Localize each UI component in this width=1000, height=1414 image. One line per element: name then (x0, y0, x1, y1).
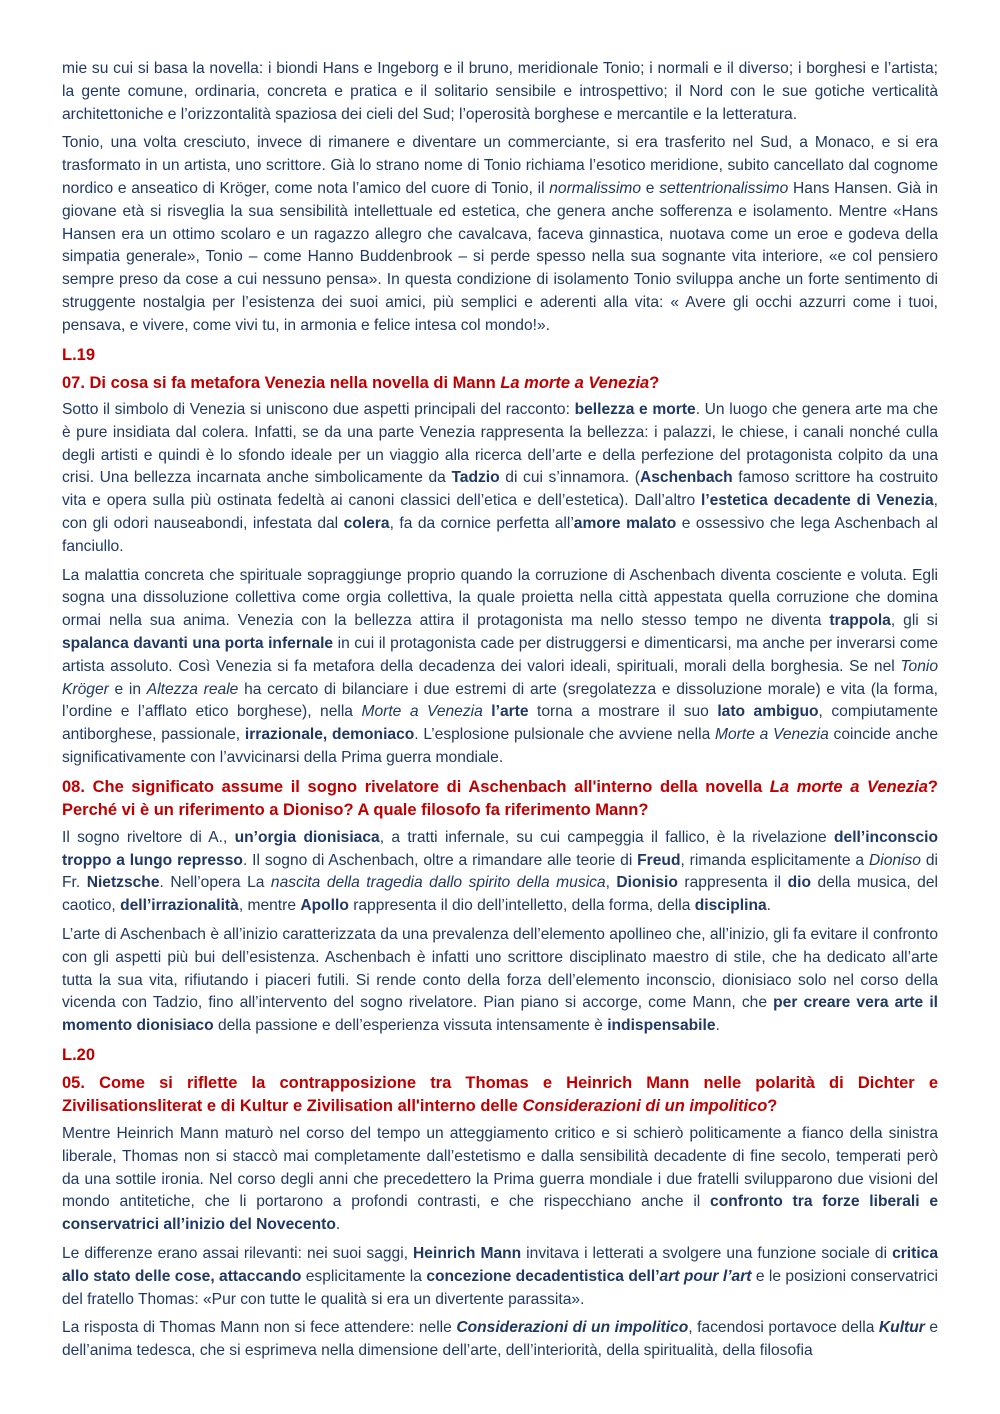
bold-term: critica allo stato delle cose, attaccando (62, 1244, 939, 1285)
text-run: di cui s’innamora. ( (499, 469, 640, 487)
bold-term: Heinrich Mann (413, 1244, 522, 1262)
bold-term: Kultur (878, 1319, 925, 1337)
bold-term: amore malato (573, 515, 677, 533)
text-run: . Il sogno di Aschenbach, oltre a rimandare alle teorie di (242, 851, 638, 869)
bold-term: confronto tra forze liberali e conservatrici all’inizio del Novecento (62, 1193, 939, 1234)
paragraph (62, 924, 938, 1038)
lesson-heading (62, 1044, 938, 1067)
bold-term: Apollo (300, 897, 349, 915)
bold-term: Nietzsche (86, 874, 160, 892)
bold-term: spalanca davanti una porta infernale (62, 635, 334, 653)
bold-term: lato ambiguo (717, 703, 819, 721)
text-run: della musica, del caotico, (62, 874, 938, 915)
text-run (483, 703, 492, 720)
italic-title: Morte a Venezia (361, 703, 483, 721)
paragraph (62, 1243, 938, 1311)
text-run: 05. Come si riflette la contrapposizione tra Thomas e Heinrich Mann nelle polarità di Dichter e Zivilisationsliterat e di Kultur e Zivilisation all'interno delle (62, 1073, 938, 1116)
italic-title: Morte a Venezia (715, 726, 829, 744)
text-run: 07. Di cosa si fa metafora Venezia nella novella di Mann (62, 373, 501, 392)
text-run: ? (649, 373, 660, 392)
bold-term: irrazionale, demoniaco (244, 726, 415, 744)
italic-title: La morte a Venezia (769, 777, 928, 796)
text-run: 08. Che significato assume il sogno rivelatore di Aschenbach all'interno della novella (62, 777, 770, 796)
text-run: , rimanda esplicitamente a (680, 851, 869, 869)
text-run: . (766, 897, 771, 915)
text-run: Le differenze erano assai rilevanti: nei suoi saggi, (62, 1244, 414, 1262)
question-heading (62, 372, 938, 396)
text-run: Hans Hansen. Già in giovane età si risveglia la sua sensibilità intellettuale ed estetica, che genera anche sofferenza e isolamento. Mentre «Hans Hansen era un ottimo scolaro e un ragazzo allegro che cavalcava, faceva ginnastica, nuotava come un eroe e godeva della simpatia generale», Tonio – come Hanno Buddenbrook – si perde spesso nella sua sognante vita interiore, «e col pensiero sempre preso da cose a cui nessuno pensa». In questa condizione di isolamento Tonio sviluppa anche un forte sentimento di struggente nostalgia per l’esistenza dei suoi amici, più semplici e aderenti alla vita: « Avere gli occhi azzurri come i tuoi, pensava, e vivere, come vivi tu, in armonia e felice intesa col mondo!». (62, 179, 938, 334)
paragraph (62, 58, 938, 126)
text-run: Mentre Heinrich Mann maturò nel corso del tempo un atteggiamento critico e si schierò politicamente a fianco della sinistra liberale, Thomas non si staccò mai completamente dall’estetismo e dalla sensibilità decadente di fine secolo, temperati però da una sottile ironia. Nel corso degli anni che precedettero la Prima guerra mondiale i due fratelli svilupparono due visioni del mondo antitetiche, che li portarono a profondi contrasti, e che rispecchiano anche il (62, 1124, 938, 1211)
text-run: ? (767, 1097, 778, 1116)
text-run: Il sogno riveltore di A., (62, 828, 235, 846)
bold-term: Considerazioni di un impolitico (456, 1319, 689, 1337)
text-run: Sotto il simbolo di Venezia si uniscono due aspetti principali del racconto: (62, 401, 575, 419)
text-run: . L’esplosione pulsionale che avviene nella (414, 726, 715, 744)
italic-title: La morte a Venezia (500, 373, 650, 392)
text-run: e dell’anima tedesca, che si esprimeva nella dimensione dell’arte, dell’interiorità, della spiritualità, della filosofia (62, 1319, 939, 1360)
bold-term: l’arte (491, 703, 529, 721)
text-run: di Fr. (62, 851, 938, 892)
paragraph (62, 827, 938, 918)
bold-term: Tadzio (451, 469, 500, 487)
paragraph (62, 1123, 938, 1237)
text-run: , con gli odori nauseabondi, infestata dal (62, 492, 938, 533)
paragraph (62, 565, 938, 770)
text-run: L.19 (62, 345, 96, 364)
text-run: , mentre (238, 897, 301, 915)
text-run: esplicitamente la (301, 1267, 427, 1285)
paragraph (62, 1317, 938, 1363)
bold-term: concezione decadentistica dell’ (426, 1267, 660, 1285)
bold-term: Freud (637, 851, 681, 869)
text-run: , fa da cornice perfetta all’ (389, 515, 574, 533)
text-run: coincide anche significativamente con l’avvicinarsi della Prima guerra mondiale. (62, 726, 938, 767)
text-run: ? Perché vi è un riferimento a Dioniso? A quale filosofo fa riferimento Mann? (62, 777, 938, 820)
bold-term: bellezza e morte (574, 401, 696, 419)
bold-term: per creare vera arte il momento dionisiaco (62, 994, 939, 1035)
italic-title: nascita della tragedia dallo spirito della musica (270, 874, 606, 892)
text-run: , compiutamente antiborghese, passionale, (62, 703, 938, 744)
text-run: , (605, 874, 617, 892)
bold-term: disciplina (694, 897, 767, 915)
text-run: La risposta di Thomas Mann non si fece attendere: nelle (62, 1319, 457, 1337)
text-run: Tonio, una volta cresciuto, invece di rimanere e diventare un commerciante, si era trasferito nel Sud, a Monaco, e si era trasformato in un artista, uno scrittore. Già lo strano nome di Tonio richiama l’esotico meridione, subito cancellato dal cognome nordico e anseatico di Kröger, come nota l’amico del cuore di Tonio, il (62, 134, 938, 197)
text-run: famoso scrittore ha costruito vita e opera sulla più ostinata fedeltà ai canoni classici dell’etica e dell’estetica). Dall’altro (62, 469, 938, 510)
paragraph (62, 399, 938, 559)
text-run: rappresenta il dio dell’intelletto, della forma, della (348, 897, 695, 915)
text-run: La malattia concreta che spirituale sopraggiunge proprio quando la corruzione di Aschenbach diventa cosciente e voluta. Egli sogna una dissoluzione collettiva come orgia collettiva, la quale proietta nella città appestata quella corruzione che domina ormai nella sua anima. Venezia con la bellezza attira il protagonista ma nello stesso tempo ne diventa (62, 566, 938, 630)
bold-term: dio (787, 874, 811, 892)
question-heading (62, 776, 938, 823)
bold-term: dell’inconscio troppo a lungo represso (62, 828, 939, 869)
text-run: , gli si (890, 612, 938, 630)
text-run: torna a mostrare il suo (528, 703, 718, 721)
text-run: . Nell’opera La (159, 874, 271, 892)
text-run: invitava i letterati a svolgere una funzione sociale di (521, 1244, 893, 1262)
bold-term: Aschenbach (639, 469, 733, 487)
text-run: , facendosi portavoce della (688, 1319, 879, 1337)
italic-title: normalissimo (549, 179, 642, 197)
bold-term: trappola (829, 612, 891, 630)
text-run: rappresenta il (677, 874, 788, 892)
text-run: L’arte di Aschenbach è all’inizio caratterizzata da una prevalenza dell’elemento apollineo che, all’inizio, gli fa evitare il confronto con gli aspetti più bui dell’esistenza. Aschenbach è infatti uno scrittore disciplinato maestro di stile, che ha dedicato all’arte tutta la sua vita, rifiutando i piaceri futili. Si rende conto della forza dell’elemento inconscio, dionisiaco solo nel corso della vicenda con Tadzio, fino all’intervento del sogno rivelatore. Pian piano si accorge, come Mann, che (62, 926, 938, 1012)
text-run: in cui il protagonista cade per distruggersi e dimenticarsi, ma anche per inverarsi come artista assoluto. Così Venezia si fa metafora della decadenza dei valori ideali, spirituali, morali della borghesia. Se nel (62, 635, 938, 675)
text-run: e (641, 179, 660, 197)
paragraph (62, 132, 938, 337)
bold-term: dell’irrazionalità (120, 897, 239, 915)
text-run: della passione e dell’esperienza vissuta intensamente è (213, 1017, 608, 1035)
text-run: e ossessivo che lega Aschenbach al fanciullo. (62, 515, 938, 555)
italic-title: Tonio Kröger (62, 657, 938, 698)
bold-term: art pour l’art (659, 1267, 752, 1285)
text-run: . Un luogo che genera arte ma che è pure insidiata dal colera. Infatti, se da una parte Venezia rappresenta la bellezza: i palazzi, le chiese, i canali nonché culla degli artisti e quindi è lo sfondo ideale per un viaggio alla ricerca dell’arte e della perfezione del protagonista colpito da una crisi. Una bellezza incarnata anche simbolicamente da (62, 401, 938, 487)
lesson-heading (62, 344, 938, 367)
bold-term: un’orgia dionisiaca (234, 828, 380, 846)
text-run: . (715, 1017, 720, 1035)
text-run: e in (108, 680, 147, 698)
text-run: mie su cui si basa la novella: i biondi Hans e Ingeborg e il bruno, meridionale Tonio; i normali e il diverso; i borghesi e l’artista; la gente comune, ordinaria, concreta e pratica e il solitario sensibile e introspettivo; il Nord con le sue gotiche verticalità architettoniche e l’orizzontalità spaziosa dei cieli del Sud; l’operosità borghese e mercantile e la letteratura. (62, 60, 938, 123)
text-run: . (335, 1216, 341, 1234)
text-run: ha cercato di bilanciare i due estremi di arte (sregolatezza e dissoluzione morale) e vita (la forma, l’ordine e l’afflato etico borghese), nella (62, 680, 939, 721)
text-run: L.20 (62, 1045, 96, 1064)
bold-term: Dionisio (616, 874, 678, 892)
text-run: , a tratti infernale, su cui campeggia il fallico, è la rivelazione (379, 828, 835, 846)
italic-title: settentrionalissimo (659, 179, 789, 197)
text-run: e le posizioni conservatrici del fratello Thomas: «Pur con tutte le qualità si era un divertente parassita». (62, 1267, 939, 1308)
bold-term: l’estetica decadente di Venezia (701, 492, 934, 510)
italic-title: Considerazioni di un impolitico (522, 1097, 768, 1116)
bold-term: colera (343, 515, 390, 533)
question-heading (62, 1072, 938, 1119)
italic-title: Altezza reale (146, 680, 239, 698)
italic-title: Dioniso (868, 851, 921, 869)
bold-term: indispensabile (607, 1017, 716, 1035)
